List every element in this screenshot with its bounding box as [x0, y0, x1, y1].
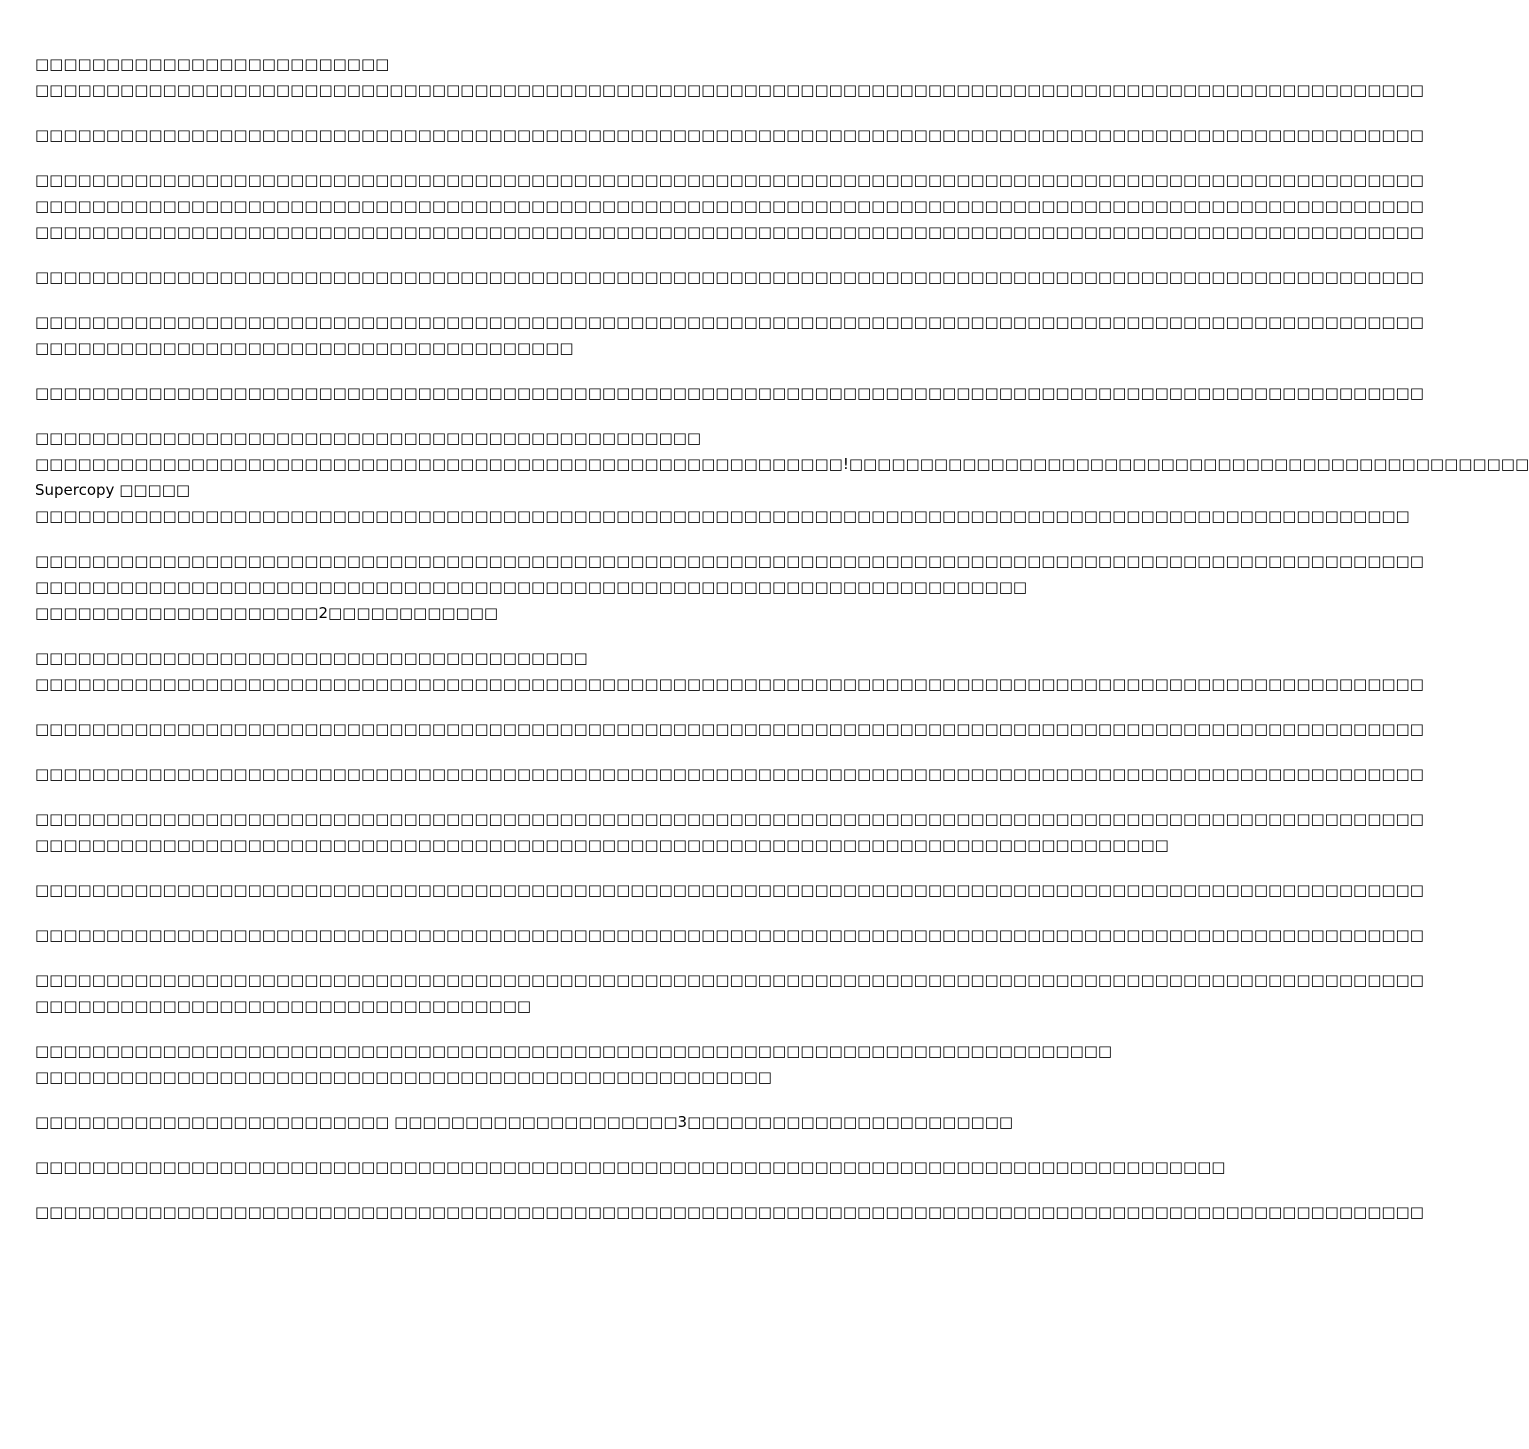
paragraph: [35, 881, 1424, 899]
text-line: □□□□□□□□□□□□□□□□□□□□□□□□□□□□□□□□□□□□□□□□□□□□□□□□□□□□□□□□□□□□□□□□□□□□□□□□□□□□□□□□□□□□□□□□□□□□□□□□□□: [35, 81, 1424, 99]
text-line: □□□□□□□□□□□□□□□□□□□□□□□□□□□□□□□□□□□□□□□□□□□□□□□□□□□□□□□□□□□□□□□□□□□□□□□□□□□□□□□□□□□□□□□□□□□□□□□□□□: [35, 552, 1424, 570]
text-line: □□□□□□□□□□□□□□□□□□□□□□□□□□□□□□□□□□□□□□□□□□□□□□□□□□□□□□□□□□□□□□□□□□□□□□□□□□□□□□□□□□□□□□□□□□□□□□□□□□: [35, 810, 1424, 828]
text-line: □□□□□□□□□□□□□□□□□□□□□□□□□□□□□□□□□□□□□□□□□□□□□□□□□□□□□□□□□□□□□□□□□□□□□□□□□□□□□□□□□□□□□□□□□□□□□□□□□□: [35, 765, 1424, 783]
paragraph: [35, 1113, 1014, 1131]
text-line: □□□□□□□□□□□□□□□□□□□□□□□□□□□□□□□□□□□□□□□□□□□□□□□: [35, 429, 702, 447]
text-line: □□□□□□□□□□□□□□□□□□□□□□□□□□□□□□□□□□□□□□□□□□□□□□□□□□□□□□□□□□□□□□□□□□□□□□□□□□□□□□□□□□□□□□□□□□□□□□□□□□: [35, 926, 1424, 944]
text-line: □□□□□□□□□□□□□□□□□□□□□□□□□□□□□□□□□□□□□□□□□□□□□□□□□□□□□□□□□□□□□□□□□□□□□□□□□□□□□□□□□□□□□□□□□□□□□□□□□□: [35, 971, 1424, 989]
text-line: □□□□□□□□□□□□□□□□□□□□□□□□□□□□□□□□□□□□□□□□□□□□□□□□□□□□□□□□□□□□□□□□□□□□□□□□□□□□□□□□□□□□□□□□□□□□□□□□□□: [35, 1203, 1424, 1221]
text-line: □□□□□□□□□□□□□□□□□□□□□□□□□□□□□□□□□□□□□□□□□□□□□□□□□□□□: [35, 1068, 772, 1086]
paragraph: [35, 384, 1424, 402]
paragraph: [35, 126, 1424, 144]
paragraph: [35, 55, 1424, 99]
text-line: □□□□□□□□□□□□□□□□□□□□□□□□□□□□□□□□□□□□□□□□□□□□□□□□□□□□□□□□□□□□□□□□□□□□□□□□□□□□□□□□□□□□□□□□□□□□□□□□□□: [35, 720, 1424, 738]
paragraph: [35, 313, 1424, 357]
text-line: □□□□□□□□□□□□□□□□□□□□□□□□□□□□□□□□□□□□□□□□□□□□□□□□□□□□□□□□□□□□□□□□□□□□□□□□□□□□□□□□□□□□□□□□□□□□□□□□□□: [35, 313, 1424, 331]
paragraph: [35, 1158, 1226, 1176]
paragraph: [35, 649, 1424, 693]
text-line: □□□□□□□□□□□□□□□□□□□□□□□□□□□□□□□□□□□□□□□□□□□□□□□□□□□□□□□□□□□□□□□□□□□□□□□□□□□□□□□□□□□□□□□□□□□□□□□□□□: [35, 675, 1424, 693]
text-line: □□□□□□□□□□□□□□□□□□□□□□□□□□□□□□□□□□□□□□□□□□□□□□□□□□□□□□□□□!□□□□□□□□□□□□□□□□□□□□□□□□□□□□□□□□□□□□□□□□□□□□□□□□: [35, 455, 1529, 473]
text-line: □□□□□□□□□□□□□□□□□□□□□□□□□□□□□□□□□□□□□□□□□□□□□□□□□□□□□□□□□□□□□□□□□□□□□□□□□□□□□□□□□□□□□□□□□□□□□□□□□□: [35, 126, 1424, 144]
paragraph: [35, 429, 1529, 525]
text-line: □□□□□□□□□□□□□□□□□□□□□□□□□□□□□□□□□□□□□□: [35, 339, 574, 357]
text-line: □□□□□□□□□□□□□□□□□□□□□□□□□□□□□□□□□□□□□□□□□□□□□□□□□□□□□□□□□□□□□□□□□□□□□□□□□□□□□□□□□□□□□□□□□□□□□□□□□□: [35, 881, 1424, 899]
text-line: □□□□□□□□□□□□□□□□□□□□□□□□□ □□□□□□□□□□□□□□□□□□□□3□□□□□□□□□□□□□□□□□□□□□□□: [35, 1113, 1014, 1131]
text-line: □□□□□□□□□□□□□□□□□□□□2□□□□□□□□□□□□: [35, 604, 499, 622]
paragraph: [35, 765, 1424, 783]
paragraph: [35, 720, 1424, 738]
paragraph: [35, 171, 1424, 241]
paragraph: [35, 971, 1424, 1015]
text-line: □□□□□□□□□□□□□□□□□□□□□□□□□□□□□□□□□□□□□□□□□□□□□□□□□□□□□□□□□□□□□□□□□□□□□□□□□□□□□□□□□□□□: [35, 1158, 1226, 1176]
text-line: □□□□□□□□□□□□□□□□□□□□□□□□□□□□□□□□□□□□□□□□□□□□□□□□□□□□□□□□□□□□□□□□□□□□□□□□□□□□□□□□□□□□□□□□□□□□□□□□□□: [35, 384, 1424, 402]
text-line: □□□□□□□□□□□□□□□□□□□□□□□□□□□□□□□□□□□□□□□□□□□□□□□□□□□□□□□□□□□□□□□□□□□□□□: [35, 578, 1028, 596]
text-line: □□□□□□□□□□□□□□□□□□□□□□□□□□□□□□□□□□□□□□□□□□□□□□□□□□□□□□□□□□□□□□□□□□□□□□□□□□□□□□□□: [35, 836, 1169, 854]
text-line: □□□□□□□□□□□□□□□□□□□□□□□□□□□□□□□□□□□□□□□□□□□□□□□□□□□□□□□□□□□□□□□□□□□□□□□□□□□□□□□□□□□□□□□□□□□□□□□□□□: [35, 223, 1424, 241]
text-line: □□□□□□□□□□□□□□□□□□□□□□□□□□□□□□□□□□□□□□□□□□□□□□□□□□□□□□□□□□□□□□□□□□□□□□□□□□□□□□□□□□□□□□□□□□□□□□□□□□: [35, 197, 1424, 215]
paragraph: [35, 1042, 1113, 1086]
text-line: □□□□□□□□□□□□□□□□□□□□□□□□□□□□□□□□□□□□□□□: [35, 649, 588, 667]
paragraph: [35, 926, 1424, 944]
text-line: □□□□□□□□□□□□□□□□□□□□□□□□□□□□□□□□□□□□□□□□□□□□□□□□□□□□□□□□□□□□□□□□□□□□□□□□□□□□: [35, 1042, 1113, 1060]
paragraph: [35, 268, 1424, 286]
paragraph: [35, 1203, 1424, 1221]
text-line: □□□□□□□□□□□□□□□□□□□□□□□□□□□□□□□□□□□□□□□□□□□□□□□□□□□□□□□□□□□□□□□□□□□□□□□□□□□□□□□□□□□□□□□□□□□□□□□□□□: [35, 268, 1424, 286]
text-line: □□□□□□□□□□□□□□□□□□□□□□□□□□□□□□□□□□□: [35, 997, 532, 1015]
text-line: □□□□□□□□□□□□□□□□□□□□□□□□□: [35, 55, 390, 73]
text-line: □□□□□□□□□□□□□□□□□□□□□□□□□□□□□□□□□□□□□□□□□□□□□□□□□□□□□□□□□□□□□□□□□□□□□□□□□□□□□□□□□□□□□□□□□□□□□□□□□: [35, 507, 1410, 525]
document-body: [35, 55, 1529, 1248]
paragraph: [35, 552, 1424, 622]
text-line: Supercopy □□□□□: [35, 481, 191, 499]
text-line: □□□□□□□□□□□□□□□□□□□□□□□□□□□□□□□□□□□□□□□□□□□□□□□□□□□□□□□□□□□□□□□□□□□□□□□□□□□□□□□□□□□□□□□□□□□□□□□□□□: [35, 171, 1424, 189]
paragraph: [35, 810, 1424, 854]
